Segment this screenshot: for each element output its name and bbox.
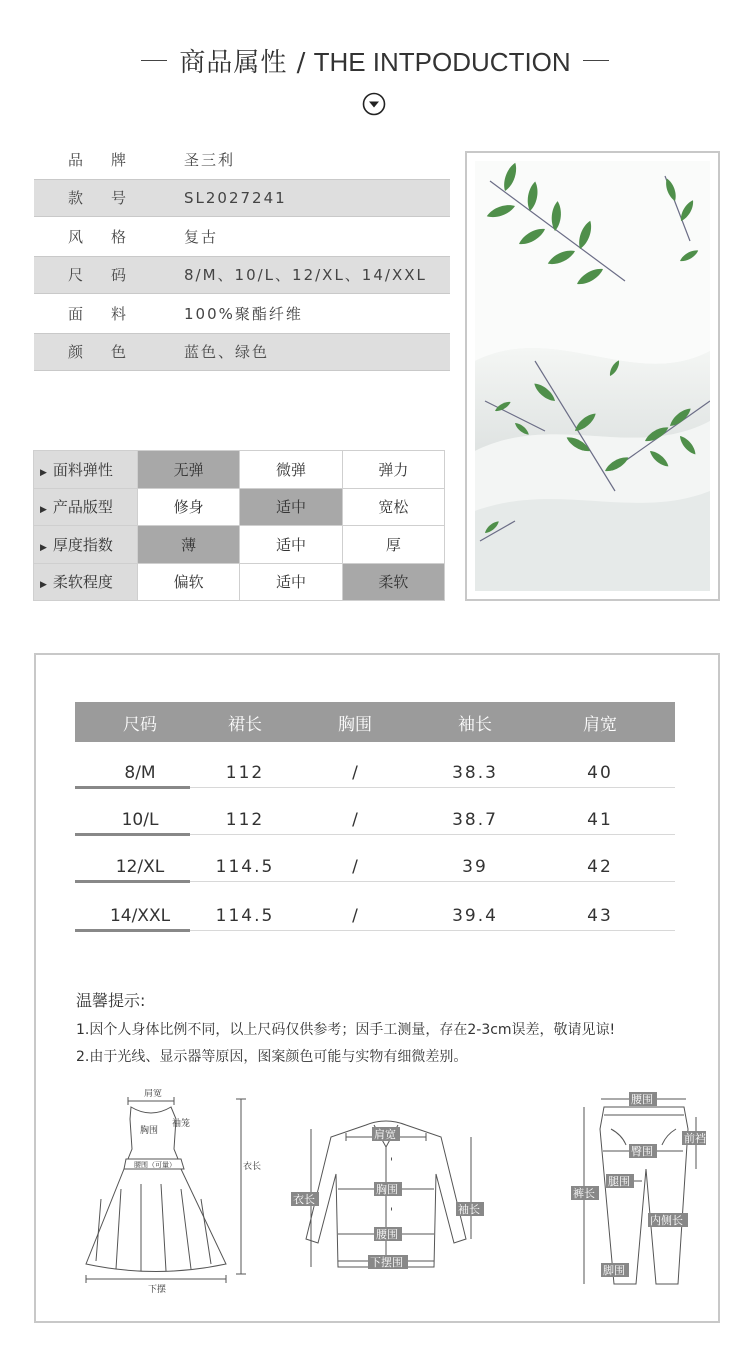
header-dash-right [583,60,609,61]
row-underline [75,929,190,932]
chevron-down-circle-icon [362,92,386,116]
row-underline [75,880,190,883]
cell-size: 12/XL [115,857,165,877]
attr-value: SL2027241 [184,188,287,207]
attr-row-style-no [34,179,450,218]
property-option: 厚 [342,526,444,564]
pants-diagram [584,1099,696,1284]
label-waist: 腰围 [631,1093,653,1106]
attr-row-material [34,294,450,333]
property-row [34,526,445,564]
label-rise: 前裆 [684,1132,706,1145]
attr-value: 圣三利 [184,150,236,169]
label-chest: 胸围 [140,1126,159,1136]
property-option: 弹力 [342,451,444,489]
label-inseam: 内侧长 [650,1214,683,1227]
cell-size: 10/L [121,810,159,830]
property-grid [33,450,445,601]
triangle-right-icon: ▶ [40,542,47,553]
attr-value: 蓝色、绿色 [184,343,270,362]
cell-sleeve: 39.4 [452,906,498,926]
label-length: 衣长 [243,1162,262,1172]
cell-chest: / [352,906,358,926]
dress-diagram [86,1097,246,1283]
triangle-right-icon: ▶ [40,505,47,516]
property-label: ▶ 柔软程度 [34,563,138,601]
property-option: 偏软 [138,563,240,601]
table-row [75,741,675,788]
cell-chest: / [352,763,358,783]
label-shoulder: 肩宽 [374,1128,396,1141]
header-shoulder: 肩宽 [583,714,617,735]
tips-title: 温馨提示: [76,991,146,1010]
label-ankle: 脚围 [603,1264,625,1277]
property-option: 微弹 [240,451,342,489]
cell-size: 14/XXL [109,906,171,926]
cell-shoulder: 40 [587,763,613,783]
attr-value: 复古 [184,227,219,246]
attr-row-color [34,333,450,372]
attr-row-style [34,217,450,256]
header-sleeve: 袖长 [458,714,492,735]
property-label: ▶ 产品版型 [34,488,138,526]
label-length: 衣长 [293,1193,315,1206]
label-hem: 下摆围 [370,1256,403,1269]
label-shoulder: 肩宽 [144,1089,163,1099]
cell-length: 114.5 [215,857,275,877]
header-dress-length: 裙长 [228,714,262,735]
cell-shoulder: 43 [587,906,613,926]
cell-length: 112 [225,810,265,830]
triangle-right-icon: ▶ [40,467,47,478]
section-header [0,40,750,80]
cell-sleeve: 38.7 [452,810,498,830]
property-row [34,488,445,526]
cell-shoulder: 42 [587,857,613,877]
attr-key: 尺码 [68,266,155,285]
label-hip: 臀围 [631,1145,653,1158]
cell-shoulder: 41 [587,810,613,830]
table-row [75,835,675,882]
attr-value: 8/M、10/L、12/XL、14/XXL [184,266,427,285]
cell-size: 8/M [124,763,156,783]
property-row [34,563,445,601]
attr-key: 面料 [68,304,155,323]
attr-value: 100%聚酯纤维 [184,304,303,323]
triangle-right-icon: ▶ [40,580,47,591]
product-attributes [34,140,450,371]
measurement-diagrams [56,1089,706,1309]
cell-chest: / [352,857,358,877]
attr-row-size [34,256,450,295]
property-row [34,451,445,489]
cell-chest: / [352,810,358,830]
label-waist: 腰围（可量） [134,1161,176,1169]
label-length: 裤长 [573,1187,595,1200]
tip-line-1: 1.因个人身体比例不同，以上尺码仅供参考；因手工测量，存在2-3cm误差，敬请见谅! [76,1022,616,1038]
property-option: 适中 [240,563,342,601]
property-label: ▶ 面料弹性 [34,451,138,489]
size-panel [34,653,720,1323]
label-waist: 腰围 [376,1228,398,1241]
property-option: 柔软 [342,563,444,601]
attr-row-brand [34,140,450,179]
attr-key: 风格 [68,227,155,246]
label-hem: 下摆 [148,1285,167,1295]
header-size: 尺码 [123,714,157,735]
table-row [75,884,675,931]
tip-line-2: 2.由于光线、显示器等原因，图案颜色可能与实物有细微差别。 [76,1049,468,1065]
table-row [75,788,675,835]
cell-length: 114.5 [215,906,275,926]
header-chest: 胸围 [338,714,372,735]
property-option: 宽松 [342,488,444,526]
property-option: 适中 [240,526,342,564]
property-option: 修身 [138,488,240,526]
property-option: 无弹 [138,451,240,489]
attr-key: 颜色 [68,343,155,362]
cell-length: 112 [225,763,265,783]
attr-key: 款号 [68,189,155,208]
header-dash-left [141,60,167,61]
size-table-header [75,702,675,742]
fabric-image [475,161,710,591]
label-thigh: 腿围 [608,1175,630,1188]
cell-sleeve: 39 [462,857,488,877]
label-chest: 胸围 [376,1183,398,1196]
property-label: ▶ 厚度指数 [34,526,138,564]
property-option: 适中 [240,488,342,526]
label-armhole: 袖笼 [172,1119,191,1129]
property-option: 薄 [138,526,240,564]
fabric-photo [465,151,720,601]
attr-key: 品牌 [68,150,155,169]
cell-sleeve: 38.3 [452,763,498,783]
label-sleeve: 袖长 [458,1203,480,1216]
page-title: 商品属性 / THE INTPODUCTION [179,46,571,78]
